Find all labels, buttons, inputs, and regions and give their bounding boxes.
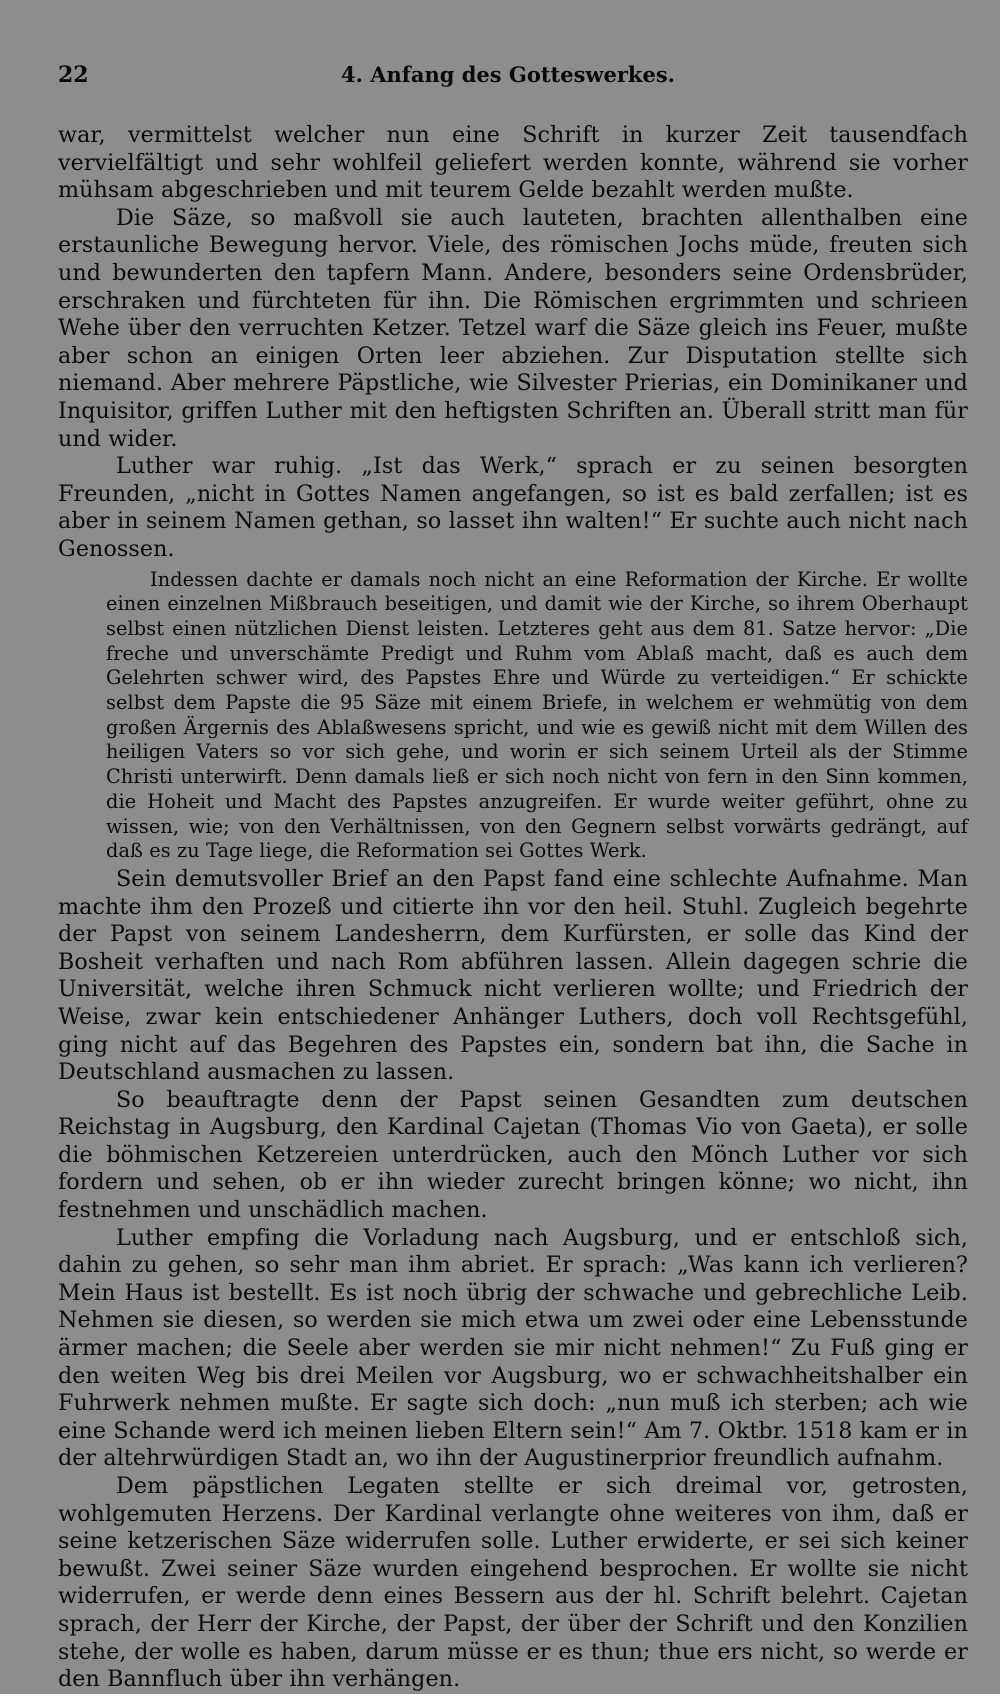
paragraph: Luther empfing die Vorladung nach Augsburg, und er entschloß sich, dahin zu gehen, so sehr man ihm abriet. Er sprach: „Was kann ich verlieren? Mein Haus ist bestellt. Es ist noch übrig der schwache und gebrechliche Leib. Nehmen sie diesen, so werden sie mich etwa um zwei oder eine Lebensstunde ärmer machen; die Seele aber werden sie mir nicht nehmen!“ Zu Fuß ging er den weiten Weg bis drei Meilen vor Augsburg, wo er schwachheitshalber ein Fuhrwerk nehmen mußte. Er sagte sich doch: „nun muß ich sterben; ach wie eine Schande werd ich meinen lieben Eltern sein!“ Am 7. Oktbr. 1518 kam er in der altehrwürdigen Stadt an, wo ihn der Augustinerprior freundlich aufnahm. xyxy=(58,1224,968,1472)
paragraph: Die Säze, so maßvoll sie auch lauteten, brachten allenthalben eine erstaunliche Bewegung hervor. Viele, des römischen Jochs müde, freuten sich und bewunderten den tapfern Mann. Andere, besonders seine Ordensbrüder, erschraken und fürchteten für ihn. Die Römischen ergrimmten und schrieen Wehe über den verruchten Ketzer. Tetzel warf die Säze gleich ins Feuer, mußte aber schon an einigen Orten leer abziehen. Zur Disputation stellte sich niemand. Aber mehrere Päpstliche, wie Silvester Prierias, ein Dominikaner und Inquisitor, griffen Luther mit den heftigsten Schriften an. Überall stritt man für und wider. xyxy=(58,204,968,452)
paragraph: Dem päpstlichen Legaten stellte er sich dreimal vor, getrosten, wohlgemuten Herzens. Der Kardinal verlangte ohne weiteres von ihm, daß er seine ketzerischen Säze widerrufen solle. Luther erwiderte, er sei sich keiner bewußt. Zwei seiner Säze wurden eingehend besprochen. Er wollte sie nicht widerrufen, er werde denn eines Bessern aus der hl. Schrift belehrt. Cajetan sprach, der Herr der Kirche, der Papst, der über der Schrift und den Konzilien stehe, der wolle es haben, darum müsse er es thun; thue ers nicht, so werde er den Bannfluch über ihn verhängen. xyxy=(58,1473,968,1693)
running-title: 4. Anfang des Gotteswerkes. xyxy=(341,62,675,87)
page-number: 22 xyxy=(58,62,89,88)
page-header xyxy=(58,62,968,96)
page-body xyxy=(58,122,968,1694)
small-print-note: Indessen dachte er damals noch nicht an eine Reformation der Kirche. Er wollte einen einzelnen Mißbrauch beseitigen, und damit wie der Kirche, so ihrem Oberhaupt selbst einen nützlichen Dienst leisten. Letzteres geht aus dem 81. Satze hervor: „Die freche und unverschämte Predigt und Ruhm vom Ablaß macht, daß es auch dem Gelehrten schwer wird, des Papstes Ehre und Würde zu verteidigen.“ Er schickte selbst dem Papste die 95 Säze mit einem Briefe, in welchem er wehmütig von dem großen Ärgernis des Ablaßwesens spricht, und wie es gewiß nicht mit dem Willen des heiligen Vaters so vor sich gehe, und worin er sich seinem Urteil als der Stimme Christi unterwirft. Denn damals ließ er sich noch nicht von fern in den Sinn kommen, die Hoheit und Macht des Papstes anzugreifen. Er wurde weiter geführt, ohne zu wissen, wie; von den Verhältnissen, von den Gegnern selbst vorwärts gedrängt, auf daß es zu Tage liege, die Reformation sei Gottes Werk. xyxy=(106,567,968,863)
paragraph: Sein demutsvoller Brief an den Papst fand eine schlechte Aufnahme. Man machte ihm den Prozeß und citierte ihn vor den heil. Stuhl. Zugleich begehrte der Papst von seinem Landesherrn, dem Kurfürsten, er solle das Kind der Bosheit verhaften und nach Rom abführen lassen. Allein dagegen schrie die Universität, welche ihren Schmuck nicht verlieren wollte; und Friedrich der Weise, zwar kein entschiedener Anhänger Luthers, doch voll Rechtsgefühl, ging nicht auf das Begehren des Papstes ein, sondern bat ihn, die Sache in Deutschland ausmachen zu lassen. xyxy=(58,865,968,1086)
paragraph: war, vermittelst welcher nun eine Schrift in kurzer Zeit tausendfach vervielfältigt und sehr wohlfeil geliefert werden konnte, während sie vorher mühsam abgeschrieben und mit teurem Gelde bezahlt werden mußte. xyxy=(58,122,968,204)
paragraph: So beauftragte denn der Papst seinen Gesandten zum deutschen Reichstag in Augsburg, den Kardinal Cajetan (Thomas Vio von Gaeta), er solle die böhmischen Ketzereien unterdrücken, auch den Mönch Luther vor sich fordern und sehen, ob er ihn wieder zurecht bringen könne; wo nicht, ihn festnehmen und unschädlich machen. xyxy=(58,1086,968,1224)
paragraph: Luther war ruhig. „Ist das Werk,“ sprach er zu seinen besorgten Freunden, „nicht in Gottes Namen angefangen, so ist es bald zerfallen; ist es aber in seinem Namen gethan, so lasset ihn walten!“ Er suchte auch nicht nach Genossen. xyxy=(58,453,968,562)
